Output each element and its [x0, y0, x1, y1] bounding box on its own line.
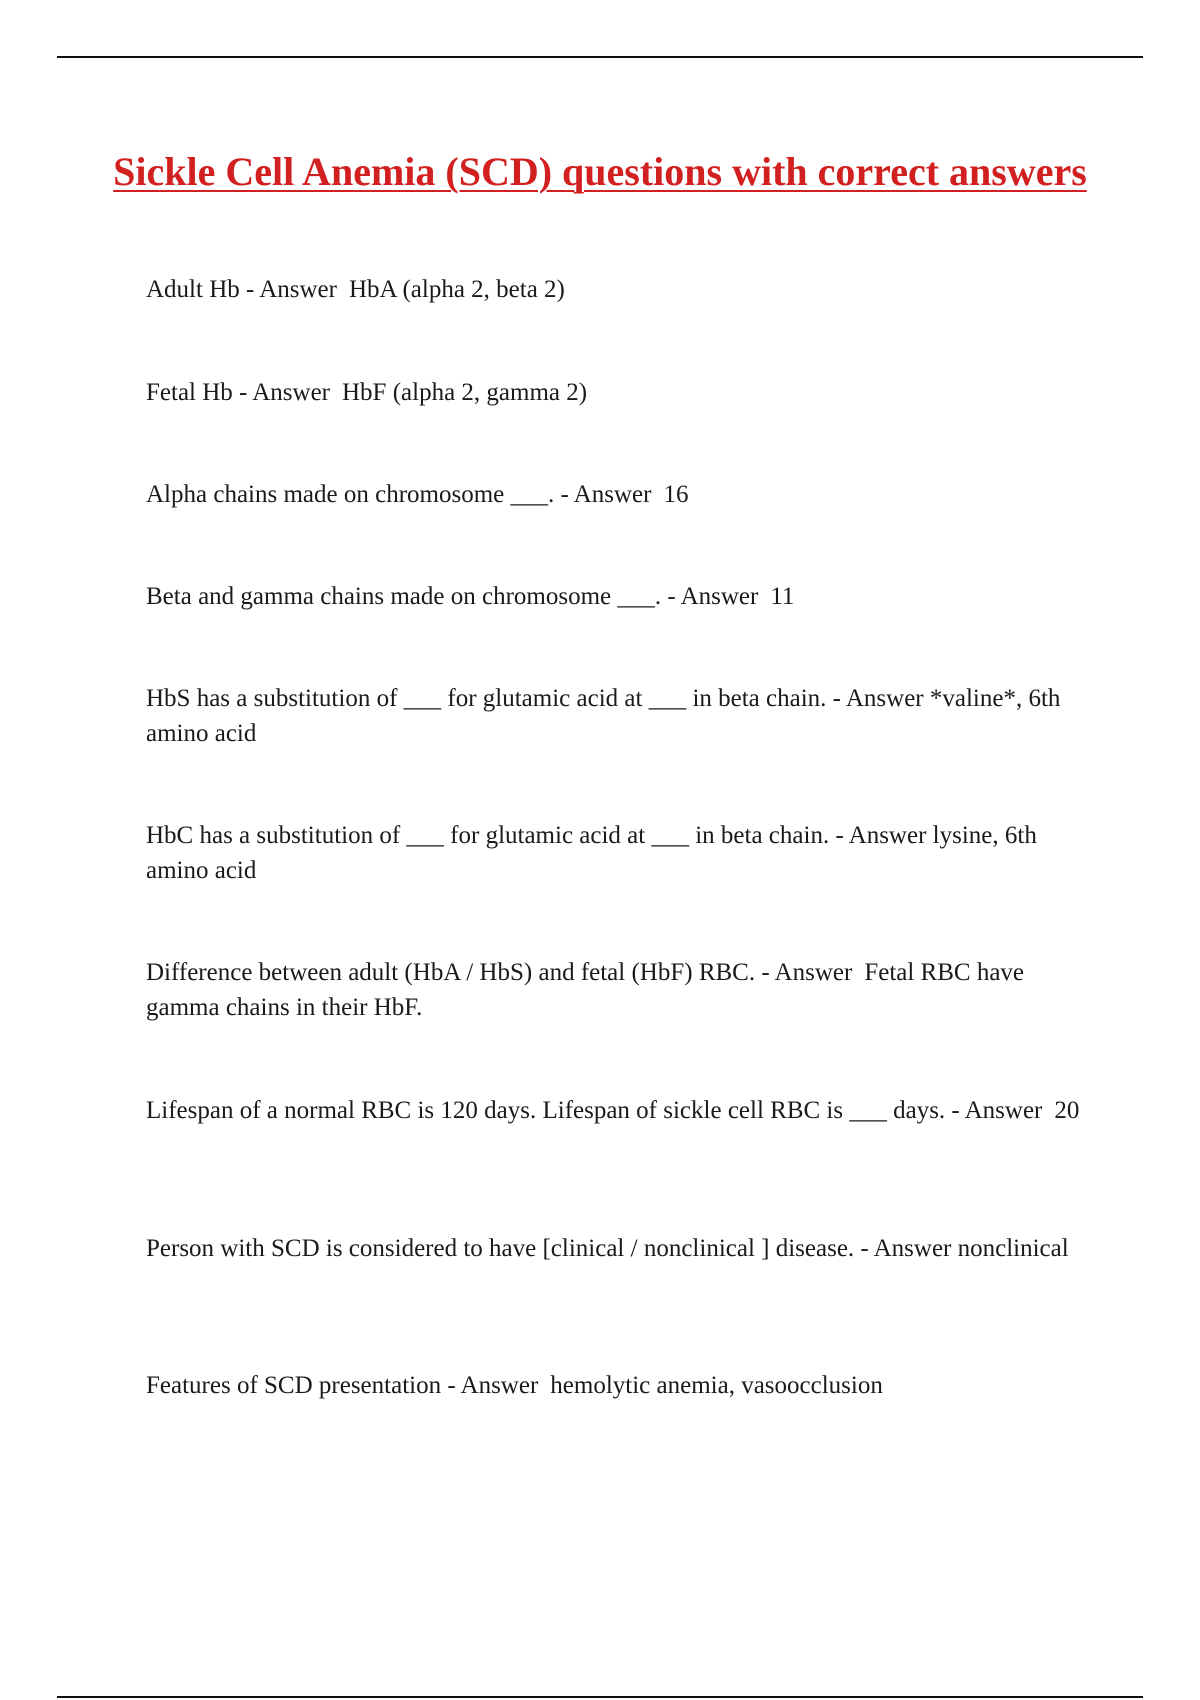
- page-title: Sickle Cell Anemia (SCD) questions with correct answers: [113, 149, 1087, 194]
- qa-item: [146, 681, 1096, 751]
- qa-item: [146, 1231, 1096, 1266]
- question-text: HbS has a substitution of ___ for glutamic acid at ___ in beta chain. - Answer: [146, 685, 924, 712]
- bottom-rule: [57, 1696, 1143, 1698]
- answer-text: 11: [770, 583, 795, 610]
- qa-item: [146, 955, 1096, 1025]
- question-text: Beta and gamma chains made on chromosome ___. - Answer: [146, 583, 759, 610]
- answer-text: 20: [1054, 1097, 1080, 1124]
- qa-item: [146, 272, 1096, 307]
- question-text: Alpha chains made on chromosome ___. - Answer: [146, 481, 652, 508]
- answer-text: nonclinical: [957, 1235, 1069, 1262]
- answer-text: *valine*, 6th amino acid: [146, 685, 1061, 747]
- answer-text: Fetal RBC have gamma chains in their HbF.: [146, 959, 1025, 1021]
- question-text: HbC has a substitution of ___ for glutamic acid at ___ in beta chain. - Answer: [146, 822, 927, 849]
- qa-item: [146, 1368, 1096, 1403]
- answer-text: hemolytic anemia, vasoocclusion: [550, 1372, 883, 1399]
- qa-item: [146, 1093, 1096, 1128]
- qa-item: [146, 477, 1096, 512]
- answer-text: 16: [663, 481, 689, 508]
- question-text: Features of SCD presentation - Answer: [146, 1372, 539, 1399]
- question-text: Lifespan of a normal RBC is 120 days. Lifespan of sickle cell RBC is ___ days. - Answer: [146, 1097, 1043, 1124]
- answer-text: lysine, 6th amino acid: [146, 822, 1037, 884]
- question-text: Person with SCD is considered to have [clinical / nonclinical ] disease. - Answer: [146, 1235, 952, 1262]
- qa-item: [146, 818, 1096, 888]
- question-text: Difference between adult (HbA / HbS) and fetal (HbF) RBC. - Answer: [146, 959, 853, 986]
- question-text: Fetal Hb - Answer: [146, 379, 330, 406]
- question-text: Adult Hb - Answer: [146, 276, 337, 303]
- top-rule: [57, 56, 1143, 58]
- answer-text: HbF (alpha 2, gamma 2): [342, 379, 588, 406]
- qa-item: [146, 579, 1096, 614]
- qa-item: [146, 375, 1096, 410]
- answer-text: HbA (alpha 2, beta 2): [348, 276, 565, 303]
